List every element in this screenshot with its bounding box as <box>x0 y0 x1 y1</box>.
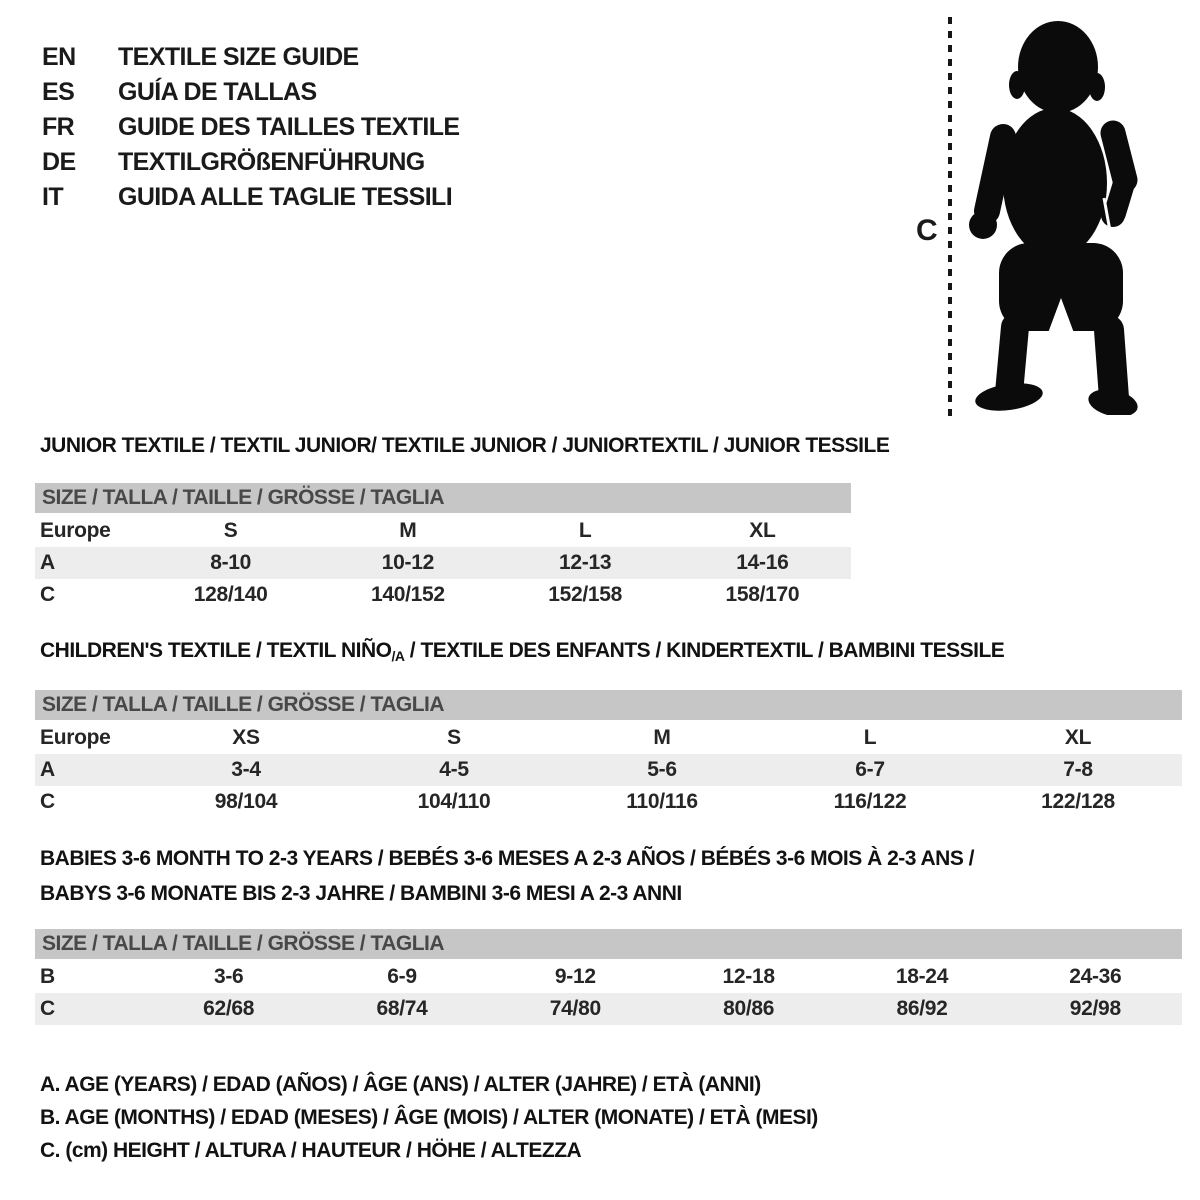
size-header-bar: SIZE / TALLA / TAILLE / GRÖSSE / TAGLIA <box>35 483 851 515</box>
table-row-height <box>35 579 851 611</box>
table-cell: S <box>447 726 461 749</box>
language-title: GUÍA DE TALLAS <box>118 78 317 106</box>
footnote-age-months: B. AGE (MONTHS) / EDAD (MESES) / ÂGE (MOIS) / ALTER (MONATE) / ETÀ (MESI) <box>40 1106 818 1129</box>
table-row-months <box>35 961 1182 993</box>
table-cell: 62/68 <box>203 997 255 1020</box>
children-title-suffix: / TEXTILE DES ENFANTS / KINDERTEXTIL / BAMBINI TESSILE <box>404 639 1005 662</box>
table-cell: 68/74 <box>376 997 428 1020</box>
row-label: B <box>40 965 55 988</box>
footnote-age-years: A. AGE (YEARS) / EDAD (AÑOS) / ÂGE (ANS) / ALTER (JAHRE) / ETÀ (ANNI) <box>40 1073 761 1096</box>
size-header-bar: SIZE / TALLA / TAILLE / GRÖSSE / TAGLIA <box>35 929 1182 961</box>
table-cell: M <box>653 726 671 749</box>
table-row-age <box>35 547 851 579</box>
babies-section-title-line1: BABIES 3-6 MONTH TO 2-3 YEARS / BEBÉS 3-6 MESES A 2-3 AÑOS / BÉBÉS 3-6 MOIS À 2-3 ANS / <box>40 847 975 870</box>
language-row-it <box>42 180 460 215</box>
table-cell: 98/104 <box>214 790 278 813</box>
children-title-prefix: CHILDREN'S TEXTILE / TEXTIL NIÑO <box>40 639 392 662</box>
row-label: Europe <box>40 519 111 542</box>
table-cell: 14-16 <box>736 551 789 574</box>
table-cell: S <box>223 519 238 542</box>
table-cell: 4-5 <box>439 758 469 781</box>
table-cell: 3-4 <box>231 758 261 781</box>
table-row-europe <box>35 722 1182 754</box>
language-title: TEXTILE SIZE GUIDE <box>118 43 359 71</box>
table-cell: L <box>578 519 592 542</box>
children-size-table <box>35 690 1182 818</box>
table-cell: XL <box>1064 726 1092 749</box>
table-row-age <box>35 754 1182 786</box>
language-code: FR <box>42 113 75 141</box>
table-cell: 116/122 <box>833 790 907 813</box>
junior-section-title: JUNIOR TEXTILE / TEXTIL JUNIOR/ TEXTILE JUNIOR / JUNIORTEXTIL / JUNIOR TESSILE <box>40 434 890 457</box>
table-cell: 6-7 <box>855 758 885 781</box>
table-cell: 10-12 <box>381 551 434 574</box>
row-label: A <box>40 551 55 574</box>
table-row-europe <box>35 515 851 547</box>
language-row-es <box>42 75 460 110</box>
table-cell: M <box>399 519 417 542</box>
language-code: DE <box>42 148 76 176</box>
language-code: EN <box>42 43 76 71</box>
row-label: C <box>40 583 55 606</box>
table-cell: 110/116 <box>626 790 698 813</box>
table-cell: XS <box>232 726 260 749</box>
table-cell: 24-36 <box>1069 965 1122 988</box>
table-cell: 122/128 <box>1041 790 1115 813</box>
table-cell: 86/92 <box>896 997 948 1020</box>
row-label: Europe <box>40 726 111 749</box>
babies-section-title-line2: BABYS 3-6 MONATE BIS 2-3 JAHRE / BAMBINI 3-6 MESI A 2-3 ANNI <box>40 882 682 905</box>
table-cell: 6-9 <box>387 965 417 988</box>
language-code: ES <box>42 78 75 106</box>
table-cell: 3-6 <box>213 965 244 988</box>
language-list <box>42 40 460 215</box>
table-cell: L <box>863 726 877 749</box>
babies-size-table <box>35 929 1182 1025</box>
language-title: GUIDE DES TAILLES TEXTILE <box>118 113 460 141</box>
table-cell: 128/140 <box>193 583 268 606</box>
children-section-title <box>40 639 1004 664</box>
table-cell: 158/170 <box>725 583 800 606</box>
table-cell: 7-8 <box>1063 758 1093 781</box>
table-cell: XL <box>749 519 776 542</box>
table-cell: 92/98 <box>1069 997 1121 1020</box>
table-cell: 104/110 <box>417 790 491 813</box>
table-cell: 140/152 <box>370 583 445 606</box>
language-title: TEXTILGRÖßENFÜHRUNG <box>118 148 425 176</box>
table-cell: 9-12 <box>554 965 596 988</box>
footnote-height-cm: C. (cm) HEIGHT / ALTURA / HAUTEUR / HÖHE / ALTEZZA <box>40 1139 582 1162</box>
size-header-bar: SIZE / TALLA / TAILLE / GRÖSSE / TAGLIA <box>35 690 1182 722</box>
table-cell: 5-6 <box>647 758 677 781</box>
language-title: GUIDA ALLE TAGLIE TESSILI <box>118 183 453 211</box>
table-row-height <box>35 786 1182 818</box>
toddler-silhouette <box>963 15 1143 415</box>
language-row-en <box>42 40 460 75</box>
table-cell: 12-18 <box>722 965 775 988</box>
height-measure-dashed-line <box>948 17 952 417</box>
row-label: A <box>40 758 55 781</box>
table-cell: 18-24 <box>895 965 949 988</box>
table-cell: 8-10 <box>210 551 252 574</box>
junior-size-table <box>35 483 851 611</box>
table-cell: 12-13 <box>559 551 612 574</box>
height-measure-label: C <box>916 214 938 247</box>
table-cell: 152/158 <box>548 583 623 606</box>
table-cell: 74/80 <box>549 997 601 1020</box>
language-row-fr <box>42 110 460 145</box>
row-label: C <box>40 997 55 1020</box>
table-row-height <box>35 993 1182 1025</box>
children-title-subscript: /A <box>391 648 405 664</box>
table-cell: 80/86 <box>723 997 775 1020</box>
language-code: IT <box>42 183 64 211</box>
row-label: C <box>40 790 55 813</box>
language-row-de <box>42 145 460 180</box>
